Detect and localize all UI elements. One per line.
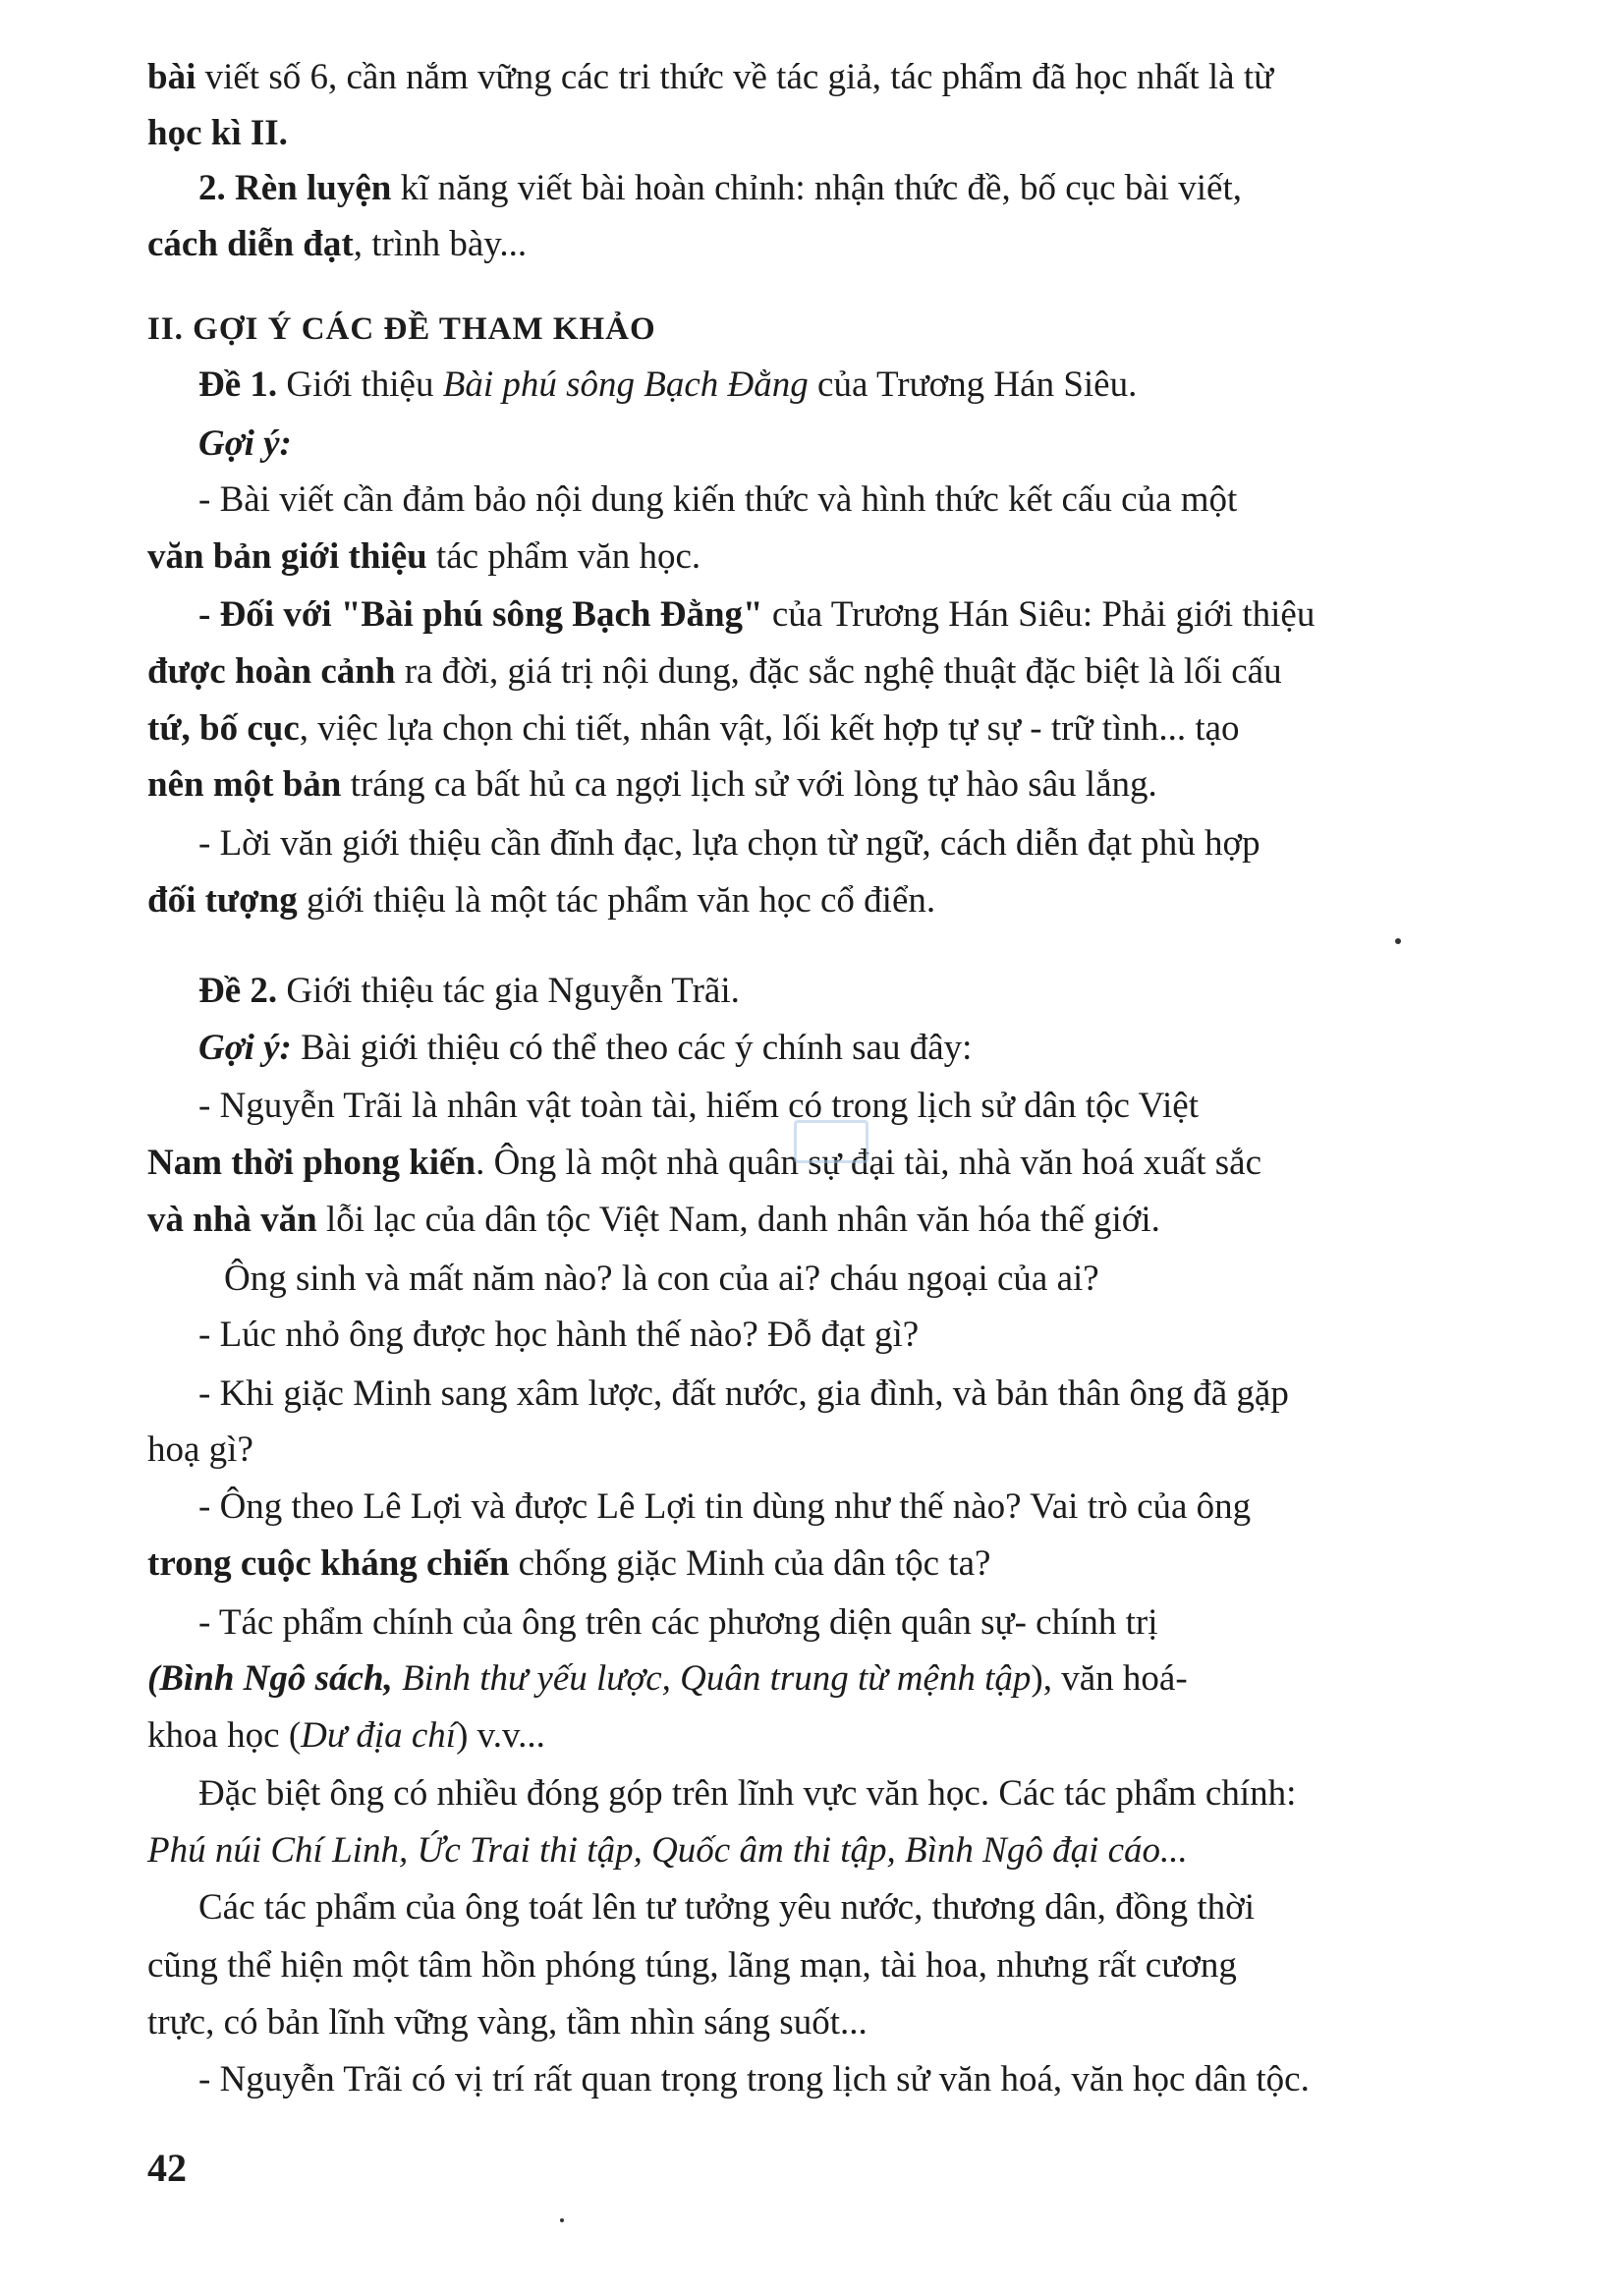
text-run: Đề 1. xyxy=(198,364,278,405)
text-run: Đặc biệt ông có nhiều đóng góp trên lĩnh vực văn học. Các tác phẩm chính: xyxy=(198,1773,1297,1814)
text-line xyxy=(147,1540,990,1588)
text-run: Các tác phẩm của ông toát lên tư tưởng yêu nước, thương dân, đồng thời xyxy=(198,1887,1256,1928)
text-run: - Nguyễn Trãi có vị trí rất quan trọng trong lịch sử văn hoá, văn học dân tộc. xyxy=(198,2059,1310,2099)
text-run: chống giặc Minh của dân tộc ta? xyxy=(509,1543,991,1584)
text-line xyxy=(198,1371,1289,1418)
text-line xyxy=(147,1197,1160,1244)
text-run: - Bài viết cần đảm bảo nội dung kiến thức và hình thức kết cấu của một xyxy=(198,479,1238,520)
text-run: ) v.v... xyxy=(456,1715,545,1756)
text-line xyxy=(147,533,700,581)
text-run: Nam thời phong kiến xyxy=(147,1143,476,1183)
text-run: cũng thể hiện một tâm hồn phóng túng, lãng mạn, tài hoa, nhưng rất cương xyxy=(147,1945,1237,1986)
text-run: Giới thiệu tác gia Nguyễn Trãi. xyxy=(277,971,740,1011)
text-run: đối tượng xyxy=(147,880,298,921)
text-run: Gợi ý: xyxy=(198,423,292,464)
watermark-logo xyxy=(794,1120,868,1163)
text-run: 2. Rèn luyện xyxy=(198,168,392,208)
text-line xyxy=(198,1312,919,1359)
text-run: - Lúc nhỏ ông được học hành thế nào? Đỗ đạt gì? xyxy=(198,1315,920,1355)
text-line xyxy=(198,1483,1251,1531)
text-run: trong cuộc kháng chiến xyxy=(147,1543,510,1584)
text-run: được hoàn cảnh xyxy=(147,651,396,692)
text-run: tráng ca bất hủ ca ngợi lịch sử với lòng tự hào sâu lắng. xyxy=(341,764,1157,805)
text-run: và nhà văn xyxy=(147,1200,317,1240)
text-line xyxy=(198,476,1237,524)
page-number: 42 xyxy=(147,2146,187,2190)
text-line xyxy=(198,1025,972,1072)
text-line xyxy=(147,1942,1237,1989)
text-line xyxy=(147,877,935,924)
text-line xyxy=(198,362,1137,409)
text-run: - Khi giặc Minh sang xâm lược, đất nước, gia đình, và bản thân ông đã gặp xyxy=(198,1373,1289,1414)
text-run: Bài giới thiệu có thể theo các ý chính sau đây: xyxy=(291,1028,973,1068)
text-line xyxy=(147,705,1240,753)
text-run: hoạ gì? xyxy=(147,1429,253,1470)
text-run: , việc lựa chọn chi tiết, nhân vật, lối kết hợp tự sự - trữ tình... tạo xyxy=(299,708,1240,749)
text-run: - Lời văn giới thiệu cần đĩnh đạc, lựa chọn từ ngữ, cách diễn đạt phù hợp xyxy=(198,823,1260,864)
text-run: kĩ năng viết bài hoàn chỉnh: nhận thức đề, bố cục bài viết, xyxy=(391,168,1242,208)
text-run xyxy=(147,57,1273,97)
text-line xyxy=(147,1827,1188,1875)
text-run-bold: bài xyxy=(147,57,196,97)
text-run: lỗi lạc của dân tộc Việt Nam, danh nhân văn hóa thế giới. xyxy=(316,1200,1160,1240)
text-line xyxy=(224,1256,1099,1303)
text-run: Giới thiệu xyxy=(277,364,443,405)
text-run: Binh thư yếu lược, Quân trung từ mệnh tập xyxy=(402,1658,1032,1699)
text-line xyxy=(198,1083,1199,1130)
text-run: - Ông theo Lê Lợi và được Lê Lợi tin dùng như thế nào? Vai trò của ông xyxy=(198,1486,1252,1527)
text-run: cách diễn đạt xyxy=(147,224,354,264)
text-line xyxy=(198,820,1260,868)
text-run: tác phẩm văn học. xyxy=(426,536,701,577)
text-line xyxy=(198,1884,1255,1931)
text-run: Dư địa chí xyxy=(301,1715,457,1756)
text-run: (Bình Ngô sách, xyxy=(147,1658,403,1699)
text-run: - Tác phẩm chính của ông trên các phương diện quân sự- chính trị xyxy=(198,1602,1158,1643)
speck xyxy=(1395,938,1401,944)
text-line xyxy=(198,420,292,468)
text-line xyxy=(147,761,1157,809)
text-line xyxy=(147,648,1282,696)
text-run: - Đối với "Bài phú sông Bạch Đằng" xyxy=(198,594,763,635)
text-run: Đề 2. xyxy=(198,971,278,1011)
text-run: trực, có bản lĩnh vững vàng, tầm nhìn sáng suốt... xyxy=(147,2002,868,2043)
speck xyxy=(560,2218,564,2222)
text-line xyxy=(198,591,1315,639)
text-line xyxy=(147,54,1273,101)
text-line xyxy=(198,2056,1310,2103)
text-line xyxy=(147,1655,1188,1703)
text-line xyxy=(147,1427,253,1474)
text-line xyxy=(147,1999,868,2046)
text-run: ra đời, giá trị nội dung, đặc sắc nghệ thuật đặc biệt là lối cấu xyxy=(395,651,1282,692)
text-run: ), văn hoá- xyxy=(1031,1658,1188,1699)
text-line xyxy=(198,1599,1158,1647)
text-run: văn bản giới thiệu xyxy=(147,536,427,577)
text-run: , trình bày... xyxy=(353,224,528,264)
text-run: tứ, bố cục xyxy=(147,708,300,749)
text-line xyxy=(147,1140,1261,1187)
text-line xyxy=(147,110,288,157)
text-run: khoa học ( xyxy=(147,1715,302,1756)
text-run: giới thiệu là một tác phẩm văn học cổ điển. xyxy=(297,880,936,921)
text-line xyxy=(198,165,1242,212)
text-run: của Trương Hán Siêu. xyxy=(808,364,1138,405)
text-run: viết số 6, cần nắm vững các tri thức về tác giả, tác phẩm đã học nhất là từ xyxy=(196,57,1274,97)
text-run: II. GỢI Ý CÁC ĐỀ THAM KHẢO xyxy=(147,311,656,347)
text-run: học kì II. xyxy=(147,113,288,153)
text-run: nên một bản xyxy=(147,764,342,805)
text-run: . Ông là một nhà quân sự đại tài, nhà văn hoá xuất sắc xyxy=(476,1143,1261,1183)
text-line xyxy=(147,1712,545,1760)
text-run: Bài phú sông Bạch Đằng xyxy=(442,364,809,405)
text-line xyxy=(147,221,527,268)
text-run: - Nguyễn Trãi là nhân vật toàn tài, hiếm có trong lịch sử dân tộc Việt xyxy=(198,1086,1200,1126)
text-run: Ông sinh và mất năm nào? là con của ai? cháu ngoại của ai? xyxy=(224,1259,1099,1299)
text-line xyxy=(198,1770,1296,1818)
text-line xyxy=(198,968,740,1015)
text-run: của Trương Hán Siêu: Phải giới thiệu xyxy=(762,594,1316,635)
text-run: Phú núi Chí Linh, Ức Trai thi tập, Quốc âm thi tập, Bình Ngô đại cáo... xyxy=(147,1830,1188,1871)
text-line xyxy=(147,305,656,353)
text-run: Gợi ý: xyxy=(198,1028,292,1068)
